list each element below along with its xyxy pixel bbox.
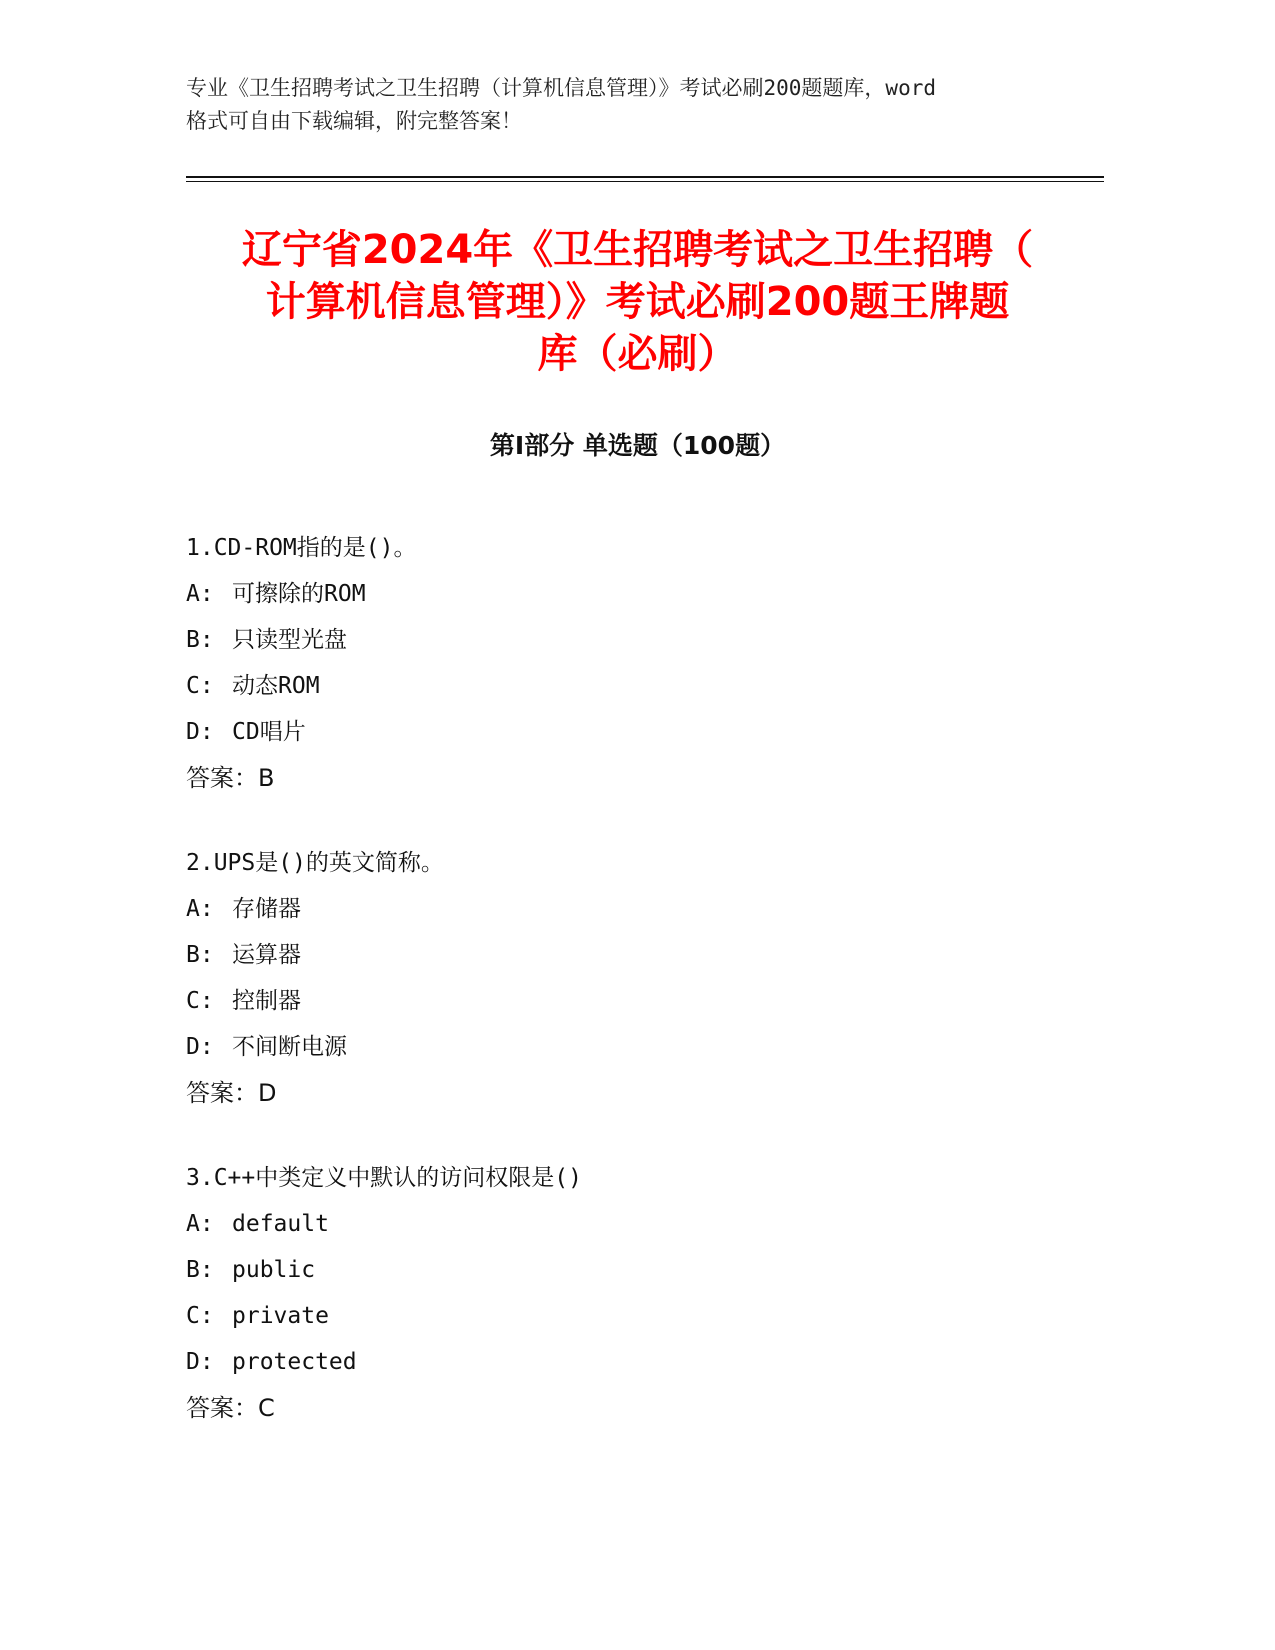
- option-letter: C:: [186, 988, 214, 1014]
- option-text: 控制器: [232, 988, 301, 1014]
- option-letter: D:: [186, 1349, 214, 1375]
- option-text: 动态ROM: [232, 673, 320, 699]
- option-b: [186, 617, 1086, 663]
- answer-line: [186, 1385, 1086, 1431]
- option-text: protected: [232, 1349, 357, 1375]
- answer-line: [186, 1070, 1086, 1116]
- option-c: [186, 1293, 1086, 1339]
- option-text: 不间断电源: [232, 1034, 347, 1060]
- intro-text: [186, 72, 1086, 138]
- question-stem: 1.CD-ROM指的是()。: [186, 535, 417, 561]
- option-c: [186, 663, 1086, 709]
- option-letter: A:: [186, 1211, 214, 1237]
- answer-value: D: [258, 1079, 277, 1107]
- option-letter: B:: [186, 1257, 214, 1283]
- title-line-1: 辽宁省2024年《卫生招聘考试之卫生招聘（: [241, 227, 1034, 273]
- option-a: [186, 571, 1086, 617]
- option-text: default: [232, 1211, 329, 1237]
- question-stem: 3.C++中类定义中默认的访问权限是(): [186, 1165, 582, 1191]
- title-line-2: 计算机信息管理）》考试必刷200题王牌题: [265, 279, 1010, 325]
- question-1: [186, 525, 1086, 801]
- option-letter: A:: [186, 896, 214, 922]
- intro-line-1: 专业《卫生招聘考试之卫生招聘（计算机信息管理）》考试必刷200题题库，word: [186, 76, 936, 100]
- option-letter: C:: [186, 1303, 214, 1329]
- option-letter: D:: [186, 1034, 214, 1060]
- header-divider-thick: [186, 176, 1104, 178]
- option-d: [186, 709, 1086, 755]
- document-title: [186, 224, 1089, 380]
- answer-value: C: [258, 1394, 275, 1422]
- question-2: [186, 840, 1086, 1116]
- option-text: 运算器: [232, 942, 301, 968]
- option-letter: C:: [186, 673, 214, 699]
- option-a: [186, 1201, 1086, 1247]
- answer-label: 答案：: [186, 1079, 258, 1107]
- option-letter: D:: [186, 719, 214, 745]
- answer-line: [186, 755, 1086, 801]
- option-d: [186, 1024, 1086, 1070]
- option-b: [186, 1247, 1086, 1293]
- section-heading: 第I部分 单选题（100题）: [489, 431, 786, 460]
- option-letter: A:: [186, 581, 214, 607]
- option-letter: B:: [186, 942, 214, 968]
- question-stem: 2.UPS是()的英文简称。: [186, 850, 444, 876]
- option-text: private: [232, 1303, 329, 1329]
- option-text: 只读型光盘: [232, 627, 347, 653]
- option-d: [186, 1339, 1086, 1385]
- answer-value: B: [258, 764, 275, 792]
- header-divider-thin: [186, 181, 1104, 182]
- option-c: [186, 978, 1086, 1024]
- option-letter: B:: [186, 627, 214, 653]
- question-3: [186, 1155, 1086, 1431]
- option-text: CD唱片: [232, 719, 306, 745]
- title-line-3: 库（必刷）: [537, 331, 738, 377]
- option-text: 存储器: [232, 896, 301, 922]
- answer-label: 答案：: [186, 1394, 258, 1422]
- option-a: [186, 886, 1086, 932]
- question-list: [186, 525, 1086, 1470]
- option-text: public: [232, 1257, 316, 1283]
- intro-line-2: 格式可自由下载编辑，附完整答案！: [186, 109, 522, 133]
- answer-label: 答案：: [186, 764, 258, 792]
- option-text: 可擦除的ROM: [232, 581, 366, 607]
- option-b: [186, 932, 1086, 978]
